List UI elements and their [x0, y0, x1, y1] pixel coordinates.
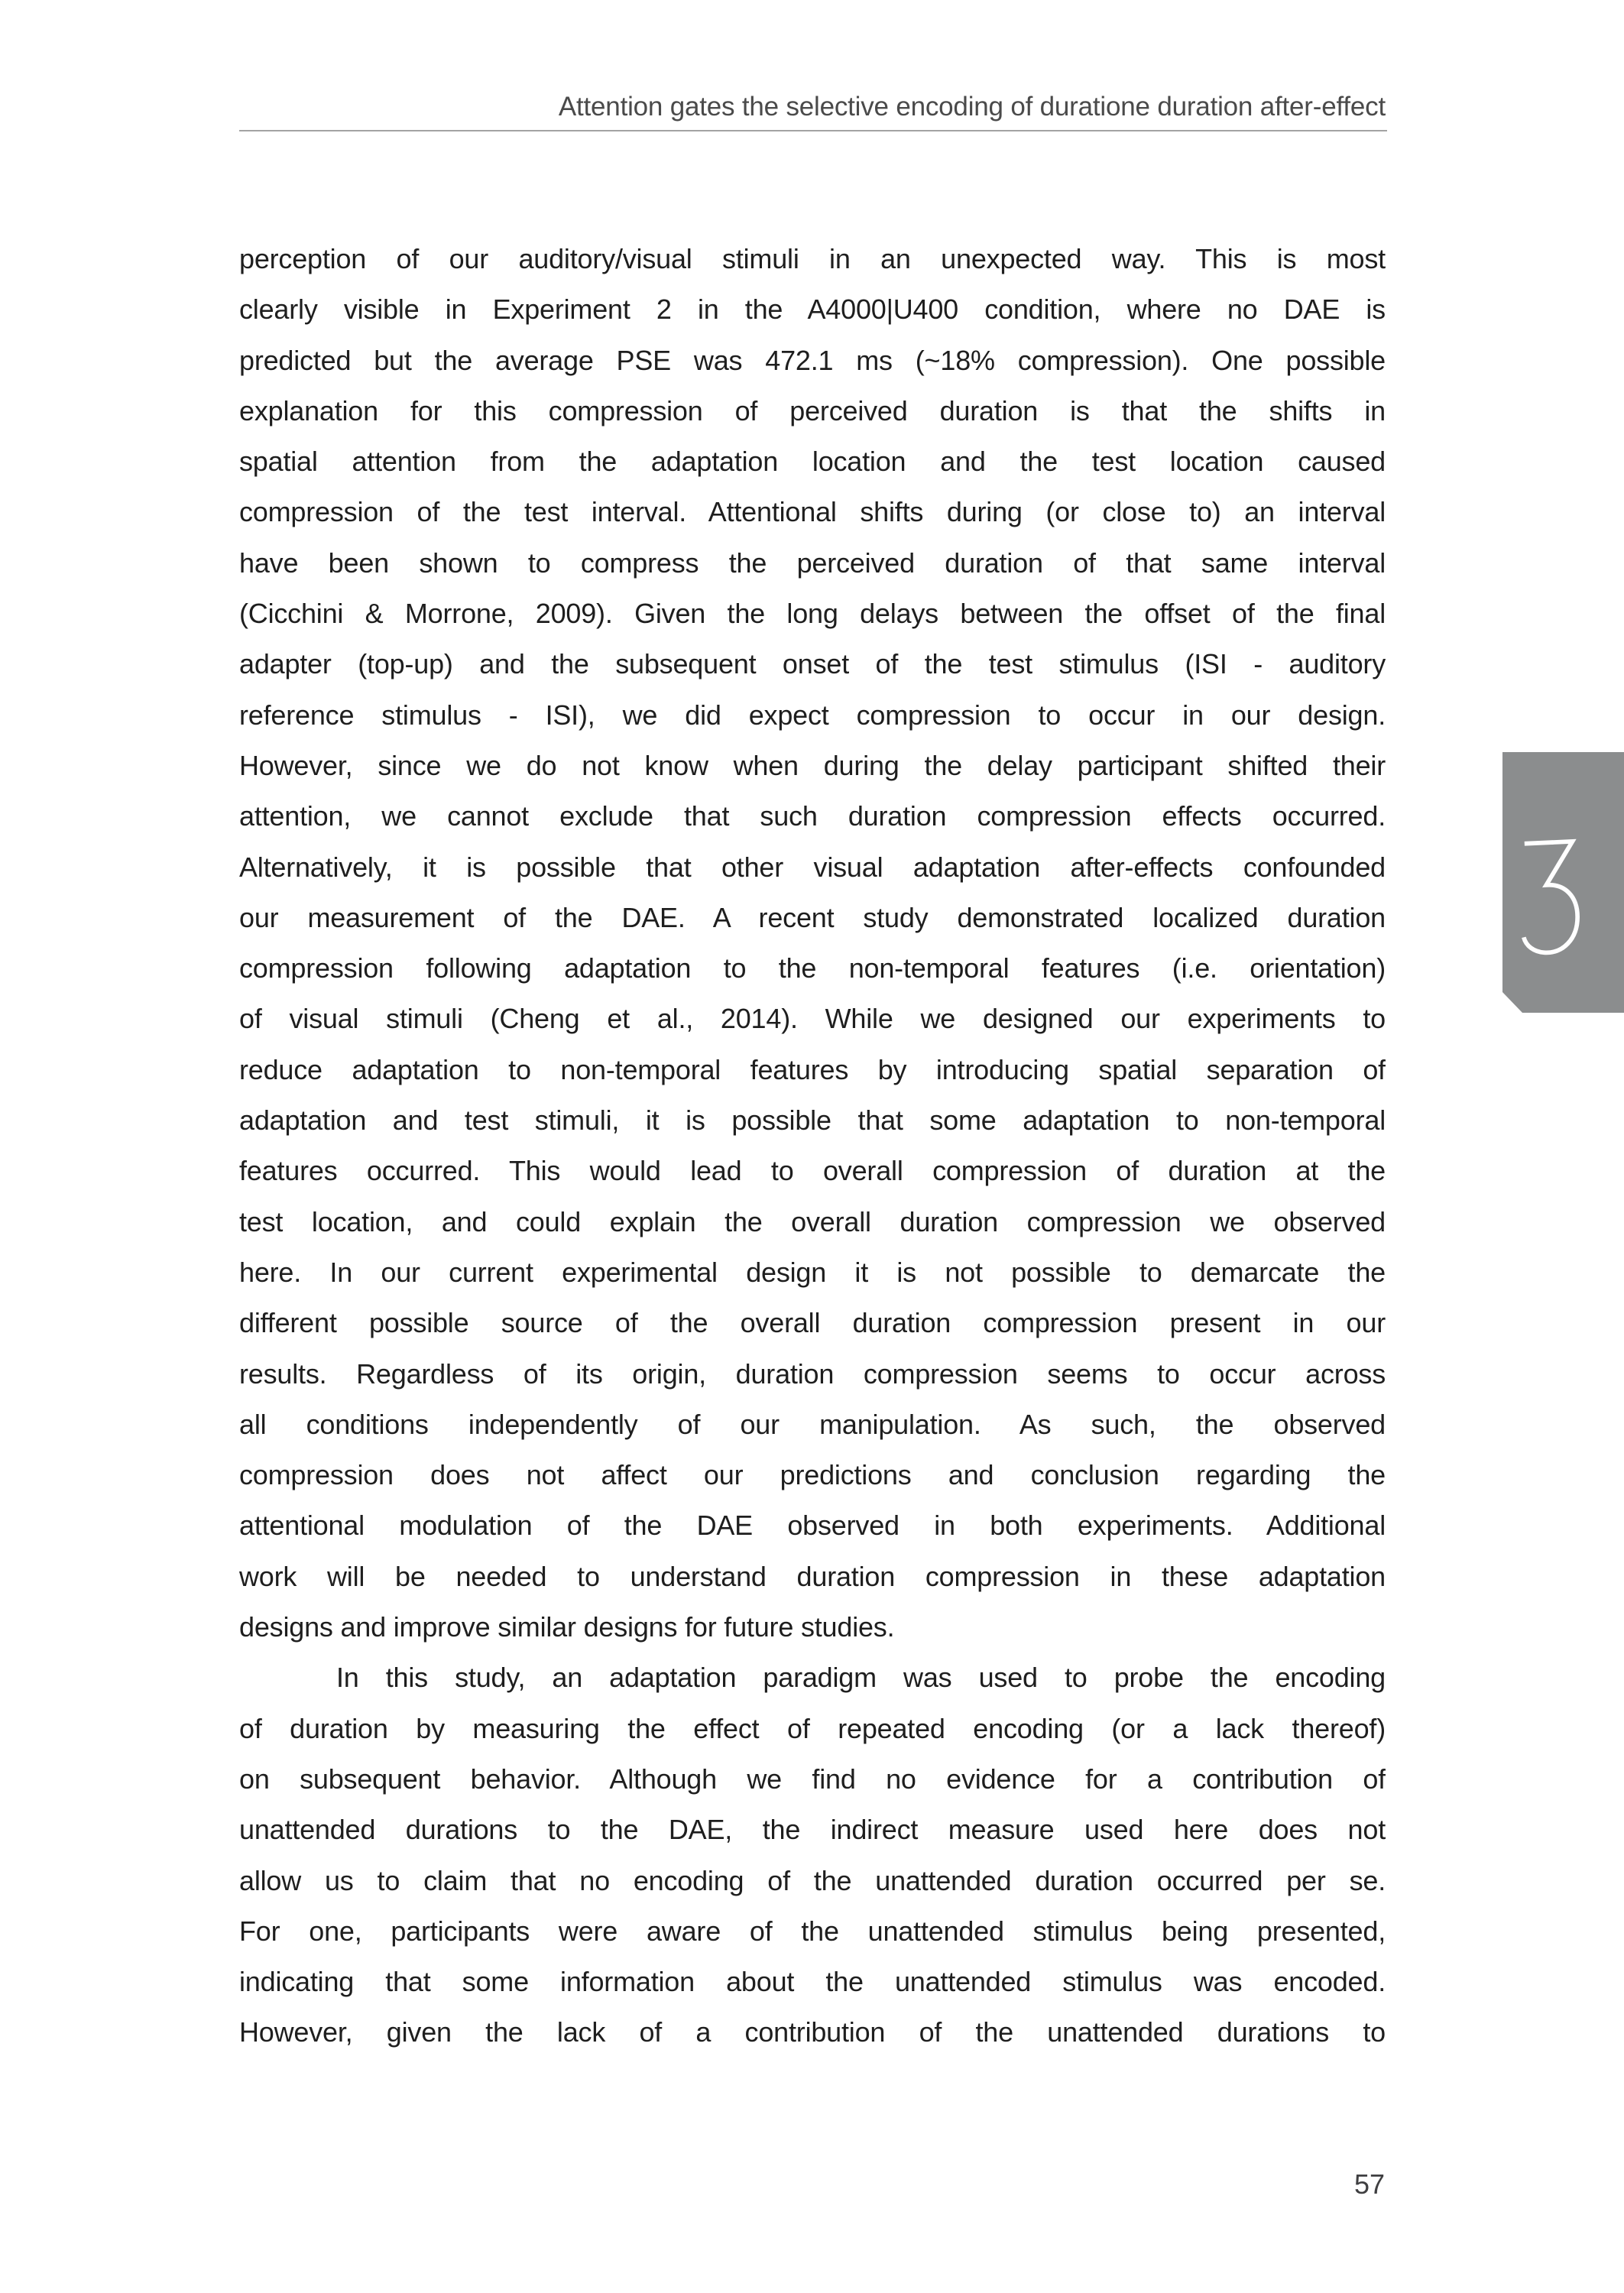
body-line: However, since we do not know when during the delay participant shifted their	[239, 749, 1386, 781]
body-line: attention, we cannot exclude that such duration compression effects occurred.	[239, 800, 1386, 832]
body-line: test location, and could explain the overall duration compression we observed	[239, 1205, 1386, 1237]
body-line: However, given the lack of a contribution of the unattended durations to	[239, 2016, 1386, 2048]
body-line: predicted but the average PSE was 472.1 ms (~18% compression). One possible	[239, 344, 1386, 376]
body-line: work will be needed to understand duration compression in these adaptation	[239, 1560, 1386, 1592]
running-head: Attention gates the selective encoding of duratione duration after-effect	[558, 92, 1386, 122]
body-line: perception of our auditory/visual stimuli in an unexpected way. This is most	[239, 243, 1386, 274]
body-text	[239, 234, 1386, 2058]
body-line: adapter (top-up) and the subsequent onset of the test stimulus (ISI - auditory	[239, 648, 1386, 680]
body-line: attentional modulation of the DAE observed in both experiments. Additional	[239, 1510, 1386, 1542]
body-line: different possible source of the overall duration compression present in our	[239, 1307, 1386, 1339]
body-line: compression does not affect our predictions and conclusion regarding the	[239, 1459, 1386, 1491]
body-line: of duration by measuring the effect of repeated encoding (or a lack thereof)	[239, 1712, 1386, 1744]
body-line: adaptation and test stimuli, it is possible that some adaptation to non-temporal	[239, 1104, 1386, 1137]
body-line: compression following adaptation to the non-temporal features (i.e. orientation)	[239, 952, 1386, 984]
body-line: Alternatively, it is possible that other visual adaptation after-effects confounded	[239, 851, 1386, 883]
body-line: all conditions independently of our manipulation. As such, the observed	[239, 1408, 1386, 1440]
paragraph	[239, 234, 1386, 1652]
body-line: For one, participants were aware of the unattended stimulus being presented,	[239, 1915, 1386, 1947]
body-line: features occurred. This would lead to overall compression of duration at the	[239, 1155, 1386, 1187]
body-line: In this study, an adaptation paradigm was used to probe the encoding	[336, 1662, 1386, 1694]
body-line: indicating that some information about the unattended stimulus was encoded.	[239, 1966, 1386, 1998]
body-line: reference stimulus - ISI), we did expect compression to occur in our design.	[239, 699, 1386, 731]
chapter-tab	[1502, 752, 1624, 1013]
body-line: results. Regardless of its origin, duration compression seems to occur across	[239, 1357, 1386, 1390]
body-line: on subsequent behavior. Although we find no evidence for a contribution of	[239, 1763, 1386, 1795]
body-line: allow us to claim that no encoding of the unattended duration occurred per se.	[239, 1864, 1386, 1896]
body-line: unattended durations to the DAE, the indirect measure used here does not	[239, 1814, 1386, 1846]
body-line: here. In our current experimental design it is not possible to demarcate the	[239, 1256, 1386, 1288]
chapter-number	[1502, 752, 1503, 753]
body-line: compression of the test interval. Attentional shifts during (or close to) an interval	[239, 496, 1386, 528]
body-line: our measurement of the DAE. A recent study demonstrated localized duration	[239, 901, 1386, 933]
body-line: (Cicchini & Morrone, 2009). Given the long delays between the offset of the final	[239, 598, 1386, 630]
body-line: explanation for this compression of perceived duration is that the shifts in	[239, 394, 1386, 426]
body-line: of visual stimuli (Cheng et al., 2014). While we designed our experiments to	[239, 1003, 1386, 1035]
body-line: reduce adaptation to non-temporal features by introducing spatial separation of	[239, 1053, 1386, 1085]
header-rule	[239, 130, 1387, 131]
body-line: have been shown to compress the perceived duration of that same interval	[239, 546, 1386, 579]
chapter-number-3-icon	[1522, 838, 1580, 958]
paragraph	[239, 1652, 1386, 2058]
page-number: 57	[1353, 2168, 1385, 2200]
body-line: spatial attention from the adaptation location and the test location caused	[239, 446, 1386, 478]
body-line: designs and improve similar designs for future studies.	[239, 1611, 895, 1643]
body-line: clearly visible in Experiment 2 in the A4000|U400 condition, where no DAE is	[239, 294, 1386, 326]
